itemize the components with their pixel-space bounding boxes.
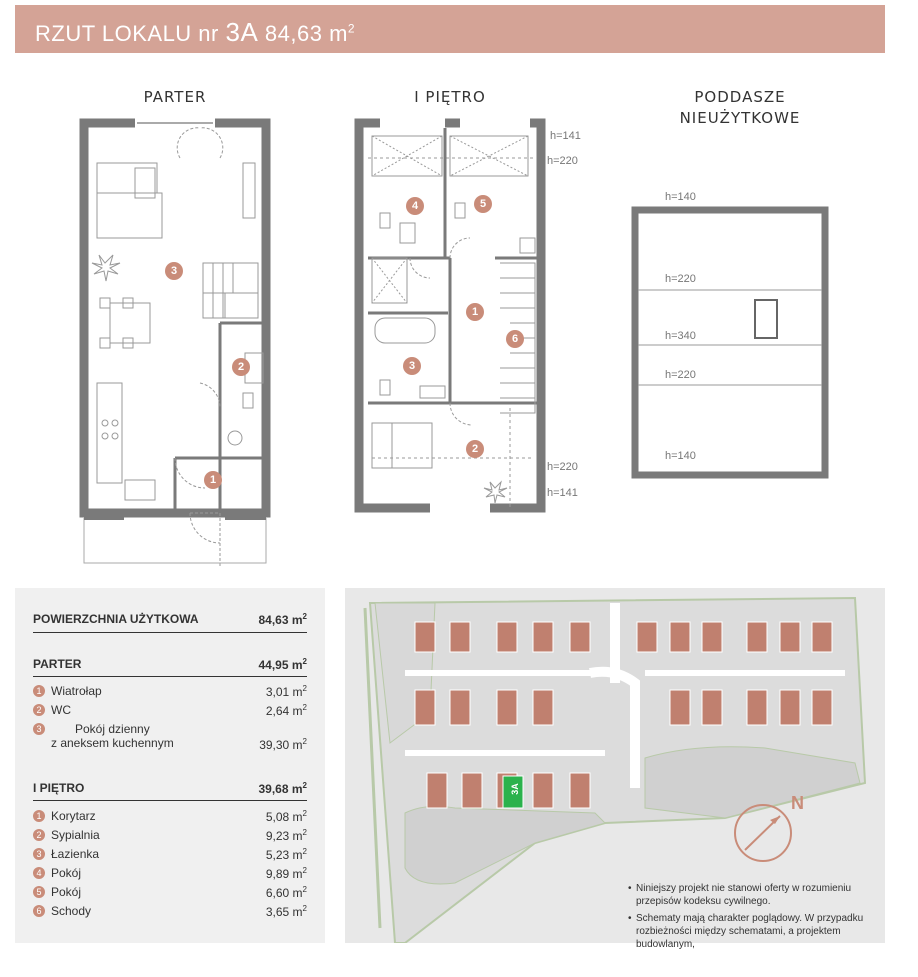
height-label: h=220 — [665, 273, 696, 285]
pietro-room-row — [33, 828, 307, 843]
parter-total-value: 44,95 $m^2$ — [258, 657, 307, 672]
pietro-total-row — [33, 781, 307, 796]
unit-area: 84,63 m — [258, 21, 348, 46]
pietro-room-badge-5: 5 — [474, 195, 492, 213]
room-area: 5,23 $m^2$ — [265, 847, 307, 862]
pietro-room-row — [33, 904, 307, 919]
height-label: h=220 — [547, 155, 578, 167]
height-label: h=220 — [547, 461, 578, 473]
parter-room-badge-2: 2 — [232, 358, 250, 376]
height-label: h=140 — [665, 191, 696, 203]
room-name: Pokój — [51, 866, 82, 880]
disclaimer-item: • Niniejszy projekt nie stanowi oferty w rozumieniu przepisów kodeksu cywilnego. — [628, 882, 878, 908]
height-label: h=141 — [550, 130, 581, 142]
pietro-room-badge-1: 1 — [466, 303, 484, 321]
parter-room-row — [33, 703, 307, 718]
room-number-badge: 5 — [33, 886, 45, 898]
page-title — [35, 17, 355, 48]
room-name: Schody — [51, 904, 92, 918]
parter-room-row — [33, 722, 307, 752]
dining-table — [110, 303, 150, 343]
room-area: 9,89 $m^2$ — [265, 866, 307, 881]
pietro-room-badge-6: 6 — [506, 330, 524, 348]
room-name-line2: z aneksem kuchennym — [51, 736, 174, 750]
room-number-badge: 1 — [33, 810, 45, 822]
room-name: Pokój dzienny — [75, 722, 150, 736]
header-bar — [15, 5, 885, 53]
room-area: 2,64 $m^2$ — [265, 703, 307, 718]
disclaimer-item: • Schematy mają charakter poglądowy. W przypadku rozbieżności między schematami, a projektem budowlanym, — [628, 912, 878, 951]
parter-plan-label: PARTER — [143, 88, 207, 106]
room-number-badge: 1 — [33, 685, 45, 697]
parter-room-badge-3: 3 — [165, 262, 183, 280]
height-label: h=141 — [547, 487, 578, 499]
pietro-room-row — [33, 809, 307, 824]
north-label: N — [791, 793, 804, 813]
room-area: 9,23 $m^2$ — [265, 828, 307, 843]
poddasze-label-line1: PODDASZE — [694, 88, 786, 106]
pietro-room-badge-2: 2 — [466, 440, 484, 458]
divider — [33, 632, 307, 633]
pietro-room-badge-3: 3 — [403, 357, 421, 375]
room-name: Korytarz — [51, 809, 96, 823]
area-summary-panel — [15, 588, 325, 943]
divider — [33, 676, 307, 677]
height-label: h=220 — [665, 369, 696, 381]
room-number-badge: 2 — [33, 829, 45, 841]
total-area-value: 84,63 $m^2$ — [258, 612, 307, 627]
room-name: Pokój — [51, 885, 82, 899]
height-label: h=340 — [665, 330, 696, 342]
total-area-row — [33, 612, 307, 627]
parter-floor-plan — [75, 118, 275, 568]
title-prefix: RZUT LOKALU nr — [35, 21, 226, 46]
disclaimer-list — [628, 882, 878, 951]
pietro-total-label: I PIĘTRO — [33, 781, 85, 795]
pietro-room-row — [33, 847, 307, 862]
room-number-badge: 6 — [33, 905, 45, 917]
poddasze-label-line2: NIEUŻYTKOWE — [679, 109, 801, 127]
pietro-plan-label: I PIĘTRO — [414, 88, 486, 106]
poddasze-floor-plan — [630, 205, 830, 480]
height-label: h=140 — [665, 450, 696, 462]
area-superscript: 2 — [347, 21, 356, 36]
room-area: 3,65 $m^2$ — [265, 904, 307, 919]
pietro-total-value: 39,68 $m^2$ — [258, 781, 307, 796]
room-area: 3,01 $m^2$ — [265, 684, 307, 699]
unit-number: 3A — [225, 17, 259, 47]
total-area-label: POWIERZCHNIA UŻYTKOWA — [33, 612, 199, 626]
room-number-badge: 4 — [33, 867, 45, 879]
parter-room-row — [33, 684, 307, 699]
pietro-room-badge-4: 4 — [406, 197, 424, 215]
pietro-room-row — [33, 866, 307, 881]
room-name: Łazienka — [51, 847, 100, 861]
room-area: 6,60 $m^2$ — [265, 885, 307, 900]
parter-room-badge-1: 1 — [204, 471, 222, 489]
room-name: Wiatrołap — [51, 684, 102, 698]
highlighted-unit-label: 3A — [509, 783, 520, 795]
room-number-badge: 3 — [33, 723, 45, 735]
room-name: Sypialnia — [51, 828, 100, 842]
divider — [33, 800, 307, 801]
pietro-floor-plan — [350, 118, 550, 518]
room-area: 39,30 $m^2$ — [259, 737, 307, 752]
room-area: 5,08 $m^2$ — [265, 809, 307, 824]
room-number-badge: 3 — [33, 848, 45, 860]
room-name: WC — [51, 703, 71, 717]
poddasze-plan-label — [640, 88, 840, 127]
parter-total-label: PARTER — [33, 657, 82, 671]
pietro-room-row — [33, 885, 307, 900]
room-number-badge: 2 — [33, 704, 45, 716]
parter-total-row — [33, 657, 307, 672]
